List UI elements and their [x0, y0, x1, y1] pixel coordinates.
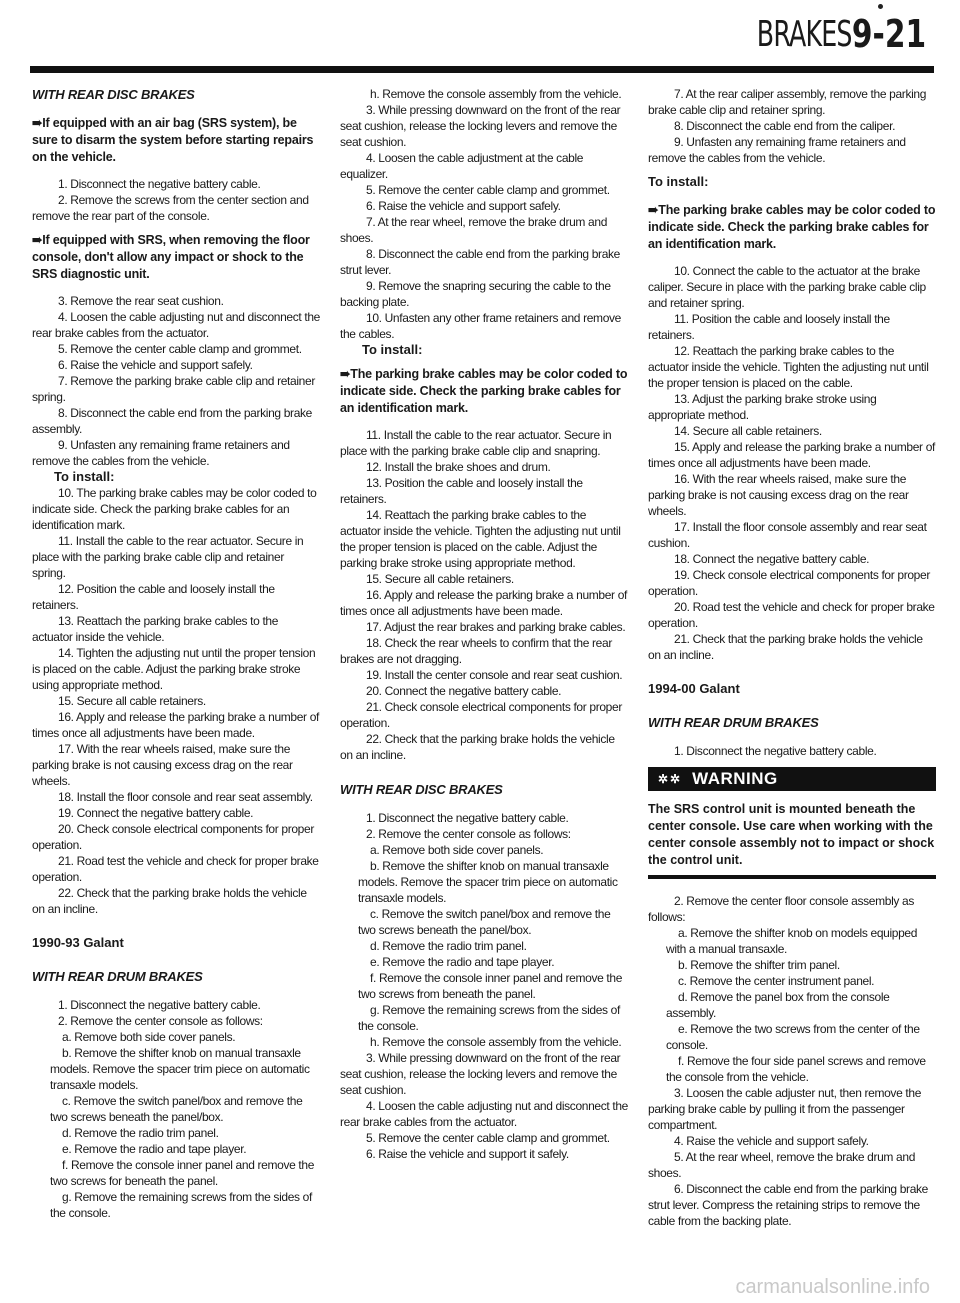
- note-text: The parking brake cables may be color coded to indicate side. Check the parking brake cables for an identification mark.: [648, 203, 936, 251]
- step: 2. Remove the screws from the center section and remove the rear part of the console.: [32, 193, 309, 223]
- note-text: The parking brake cables may be color coded to indicate side. Check the parking brake cables for an identification mark.: [340, 367, 628, 415]
- step: 17. Install the floor console assembly and rear seat cushion.: [648, 520, 927, 550]
- column-3: [648, 86, 936, 1229]
- step: 20. Connect the negative battery cable.: [366, 684, 562, 698]
- substep: h. Remove the console assembly from the vehicle.: [370, 87, 622, 101]
- step: 3. While pressing downward on the front of the rear seat cushion, release the locking levers and remove the seat cushion.: [340, 1051, 621, 1097]
- note-color-coded: [340, 366, 628, 417]
- step: 12. Position the cable and loosely install the retainers.: [32, 582, 275, 612]
- step: 11. Install the cable to the rear actuator. Secure in place with the parking brake cable clip and snapring.: [340, 428, 612, 458]
- step: 21. Road test the vehicle and check for proper brake operation.: [32, 854, 319, 884]
- substep: d. Remove the panel box from the console assembly.: [666, 990, 890, 1020]
- note-text: If equipped with SRS, when removing the floor console, don't allow any impact or shock to the SRS diagnostic unit.: [32, 233, 310, 281]
- step: 10. Connect the cable to the actuator at the brake caliper. Secure in place with the parking brake cable clip and retainer spring.: [648, 264, 926, 310]
- substep: d. Remove the radio trim panel.: [370, 939, 527, 953]
- step: 14. Reattach the parking brake cables to the actuator inside the vehicle. Tighten the adjusting nut until the proper tension is placed on the cable. Adjust the parking brake stroke using appropriate method.: [340, 508, 621, 570]
- substep: f. Remove the console inner panel and remove the two screws for beneath the panel.: [50, 1158, 315, 1188]
- section-title: BRAKES: [757, 14, 852, 55]
- step: 13. Position the cable and loosely install the retainers.: [340, 476, 583, 506]
- substep: c. Remove the switch panel/box and remove the two screws beneath the panel/box.: [50, 1094, 303, 1124]
- step: 13. Reattach the parking brake cables to the actuator inside the vehicle.: [32, 614, 279, 644]
- step: 1. Disconnect the negative battery cable.: [58, 177, 261, 191]
- heading-rear-drum-2: WITH REAR DRUM BRAKES: [648, 715, 819, 730]
- step: 16. With the rear wheels raised, make sure the parking brake is not causing excess drag on the rear wheels.: [648, 472, 909, 518]
- substep: g. Remove the remaining screws from the sides of the console.: [358, 1003, 620, 1033]
- step: 6. Raise the vehicle and support safely.: [58, 358, 253, 372]
- step: 4. Loosen the cable adjusting nut and disconnect the rear brake cables from the actuator.: [340, 1099, 629, 1129]
- substep: a. Remove both side cover panels.: [370, 843, 544, 857]
- step: 8. Disconnect the cable end from the parking brake strut lever.: [340, 247, 620, 277]
- step: 3. Loosen the cable adjuster nut, then remove the parking brake cable by pulling it from the passenger compartment.: [648, 1086, 922, 1132]
- install-label: To install:: [362, 342, 423, 357]
- column-2: [340, 86, 628, 1162]
- step: 16. Apply and release the parking brake a number of times once all adjustments have been made.: [32, 710, 319, 740]
- step: 2. Remove the center console as follows:: [58, 1014, 263, 1028]
- substep: b. Remove the shifter trim panel.: [678, 958, 840, 972]
- step: 10. The parking brake cables may be color coded to indicate side. Check the parking brake cables for an identification mark.: [32, 486, 317, 532]
- warning-rule: [648, 875, 936, 879]
- install-label: To install:: [648, 174, 709, 189]
- step: 5. At the rear wheel, remove the brake drum and shoes.: [648, 1150, 916, 1180]
- step: 19. Install the center console and rear seat cushion.: [366, 668, 623, 682]
- step: 6. Raise the vehicle and support it safely.: [366, 1147, 569, 1161]
- step: 19. Connect the negative battery cable.: [58, 806, 254, 820]
- substep: h. Remove the console assembly from the vehicle.: [370, 1035, 622, 1049]
- step: 14. Tighten the adjusting nut until the proper tension is placed on the cable. Adjust the parking brake stroke using appropriate method.: [32, 646, 316, 692]
- step: 13. Adjust the parking brake stroke using appropriate method.: [648, 392, 877, 422]
- step: 18. Check the rear wheels to confirm that the rear brakes are not dragging.: [340, 636, 612, 666]
- step: 15. Secure all cable retainers.: [58, 694, 206, 708]
- step: 2. Remove the center floor console assembly as follows:: [648, 894, 915, 924]
- step: 18. Connect the negative battery cable.: [674, 552, 870, 566]
- heading-rear-disc-2: WITH REAR DISC BRAKES: [340, 782, 503, 797]
- step: 16. Apply and release the parking brake a number of times once all adjustments have been made.: [340, 588, 627, 618]
- step: 9. Remove the snapring securing the cable to the backing plate.: [340, 279, 611, 309]
- substep: a. Remove the shifter knob on models equipped with a manual transaxle.: [666, 926, 918, 956]
- step: 4. Loosen the cable adjusting nut and disconnect the rear brake cables from the actuator.: [32, 310, 321, 340]
- heading-rear-disc: WITH REAR DISC BRAKES: [32, 87, 195, 102]
- step: 8. Disconnect the cable end from the parking brake assembly.: [32, 406, 312, 436]
- substep: e. Remove the radio and tape player.: [370, 955, 555, 969]
- page-number: 9-21: [851, 12, 926, 56]
- warning-banner: [648, 767, 936, 791]
- install-label: To install:: [54, 469, 115, 484]
- substep: e. Remove the two screws from the center of the console.: [666, 1022, 920, 1052]
- step: 4. Loosen the cable adjustment at the cable equalizer.: [340, 151, 584, 181]
- step: 7. Remove the parking brake cable clip and retainer spring.: [32, 374, 315, 404]
- page-header: [0, 0, 960, 62]
- step: 5. Remove the center cable clamp and grommet.: [366, 1131, 610, 1145]
- substep: b. Remove the shifter knob on manual transaxle models. Remove the spacer trim piece on automatic transaxle models.: [50, 1046, 310, 1092]
- step: 9. Unfasten any remaining frame retainers and remove the cables from the vehicle.: [648, 135, 906, 165]
- step: 12. Install the brake shoes and drum.: [366, 460, 551, 474]
- heading-1994-00-galant: 1994-00 Galant: [648, 681, 740, 696]
- step: 12. Reattach the parking brake cables to the actuator inside the vehicle. Tighten the adjusting nut until the proper tension is placed on the cable.: [648, 344, 929, 390]
- step: 9. Unfasten any remaining frame retainers and remove the cables from the vehicle.: [32, 438, 290, 468]
- step: 4. Raise the vehicle and support safely.: [674, 1134, 869, 1148]
- substep: e. Remove the radio and tape player.: [62, 1142, 247, 1156]
- substep: d. Remove the radio trim panel.: [62, 1126, 219, 1140]
- step: 10. Unfasten any other frame retainers and remove the cables.: [340, 311, 621, 341]
- step: 18. Install the floor console and rear seat assembly.: [58, 790, 313, 804]
- step: 17. With the rear wheels raised, make sure the parking brake is not causing excess drag on the rear wheels.: [32, 742, 293, 788]
- step: 17. Adjust the rear brakes and parking brake cables.: [366, 620, 626, 634]
- note-arrow-icon: ➠: [32, 116, 43, 130]
- note-arrow-icon: ➠: [648, 203, 659, 217]
- substep: f. Remove the four side panel screws and remove the console from the vehicle.: [666, 1054, 926, 1084]
- substep: c. Remove the center instrument panel.: [678, 974, 875, 988]
- heading-1990-93-galant: 1990-93 Galant: [32, 935, 124, 950]
- step: 11. Install the cable to the rear actuator. Secure in place with the parking brake cable clip and retainer spring.: [32, 534, 304, 580]
- note-text: If equipped with an air bag (SRS system), be sure to disarm the system before starting repairs on the vehicle.: [32, 116, 314, 164]
- step: 20. Road test the vehicle and check for proper brake operation.: [648, 600, 935, 630]
- step: 15. Secure all cable retainers.: [366, 572, 514, 586]
- note-arrow-icon: ➠: [32, 233, 43, 247]
- substep: c. Remove the switch panel/box and remove the two screws beneath the panel/box.: [358, 907, 611, 937]
- step: 7. At the rear wheel, remove the brake drum and shoes.: [340, 215, 608, 245]
- step: 14. Secure all cable retainers.: [674, 424, 822, 438]
- step: 22. Check that the parking brake holds the vehicle on an incline.: [340, 732, 615, 762]
- step: 3. Remove the rear seat cushion.: [58, 294, 224, 308]
- column-1: [32, 86, 320, 1221]
- warning-text: The SRS control unit is mounted beneath the center console. Use care when working with the center console assembly not to impact or shock the control unit.: [648, 802, 935, 867]
- step: 5. Remove the center cable clamp and grommet.: [58, 342, 302, 356]
- step: 19. Check console electrical components for proper operation.: [648, 568, 930, 598]
- substep: a. Remove both side cover panels.: [62, 1030, 236, 1044]
- step: 1. Disconnect the negative battery cable.: [366, 811, 569, 825]
- substep: b. Remove the shifter knob on manual transaxle models. Remove the spacer trim piece on automatic transaxle models.: [358, 859, 618, 905]
- note-color-coded: [648, 202, 936, 253]
- watermark: carmanualsonline.info: [735, 1276, 930, 1298]
- step: 15. Apply and release the parking brake a number of times once all adjustments have been made.: [648, 440, 935, 470]
- step: 22. Check that the parking brake holds the vehicle on an incline.: [32, 886, 307, 916]
- step: 1. Disconnect the negative battery cable.: [58, 998, 261, 1012]
- note-srs-console: [32, 232, 320, 283]
- header-dot: [878, 4, 883, 9]
- step: 7. At the rear caliper assembly, remove the parking brake cable clip and retainer spring.: [648, 87, 927, 117]
- step: 5. Remove the center cable clamp and grommet.: [366, 183, 610, 197]
- step: 20. Check console electrical components for proper operation.: [32, 822, 314, 852]
- substep: f. Remove the console inner panel and remove the two screws from beneath the panel.: [358, 971, 623, 1001]
- step: 1. Disconnect the negative battery cable.: [674, 744, 877, 758]
- note-srs: [32, 115, 320, 166]
- step: 6. Disconnect the cable end from the parking brake strut lever. Compress the retaining strips to remove the cable from the backing plate.: [648, 1182, 928, 1228]
- warning-label: WARNING: [692, 769, 778, 788]
- step: 8. Disconnect the cable end from the caliper.: [674, 119, 896, 133]
- warning-icon: ✲✲: [658, 772, 683, 786]
- step: 6. Raise the vehicle and support safely.: [366, 199, 561, 213]
- note-arrow-icon: ➠: [340, 367, 351, 381]
- step: 2. Remove the center console as follows:: [366, 827, 571, 841]
- step: 21. Check that the parking brake holds the vehicle on an incline.: [648, 632, 923, 662]
- substep: g. Remove the remaining screws from the sides of the console.: [50, 1190, 312, 1220]
- step: 21. Check console electrical components for proper operation.: [340, 700, 622, 730]
- step: 11. Position the cable and loosely install the retainers.: [648, 312, 890, 342]
- header-rule: [30, 66, 934, 73]
- heading-rear-drum: WITH REAR DRUM BRAKES: [32, 969, 203, 984]
- step: 3. While pressing downward on the front of the rear seat cushion, release the locking levers and remove the seat cushion.: [340, 103, 621, 149]
